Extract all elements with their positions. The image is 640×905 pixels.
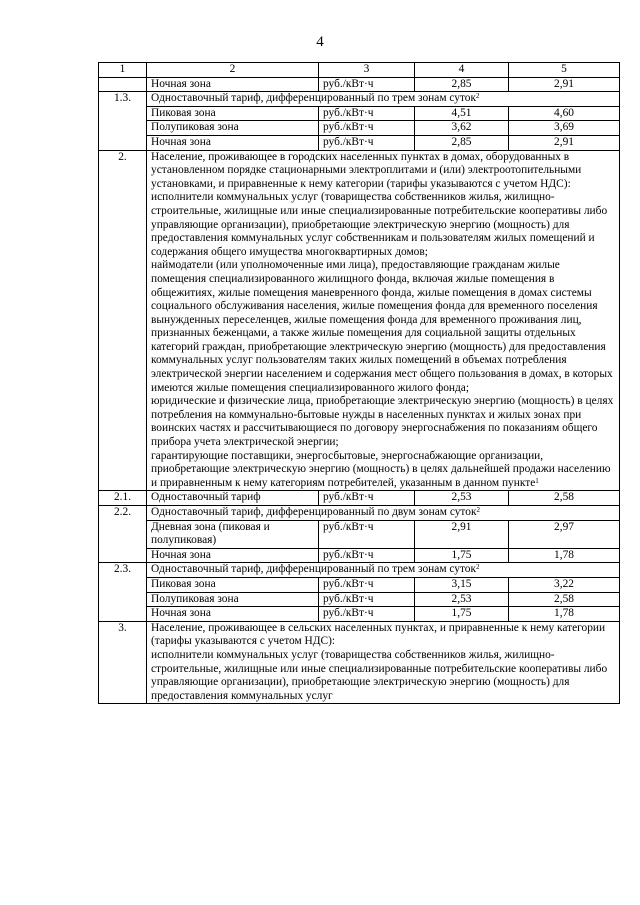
value-cell: 4,60 [509,106,620,121]
zone-name: Пиковая зона [147,577,319,592]
page-number: 4 [316,34,324,50]
value-cell: 1,75 [415,607,509,622]
section-row [99,150,620,491]
value-cell: 1,78 [509,607,620,622]
section-number: 2.3. [99,563,147,621]
section-title: Одноставочный тариф, дифференцированный по трем зонам суток$^2$ [147,92,620,107]
unit-cell: руб./кВт·ч [319,592,415,607]
section-number: 3. [99,621,147,704]
zone-name: Ночная зона [147,77,319,92]
section-title: Одноставочный тариф, дифференцированный по трем зонам суток$^2$ [147,563,620,578]
unit-cell: руб./кВт·ч [319,106,415,121]
unit-cell: руб./кВт·ч [319,607,415,622]
tariff-table [98,62,620,704]
zone-name: Ночная зона [147,135,319,150]
unit-cell: руб./кВт·ч [319,77,415,92]
value-cell: 1,75 [415,548,509,563]
value-cell: 2,58 [509,592,620,607]
value-cell: 2,58 [509,491,620,506]
table-row [99,106,620,121]
section-title: Одноставочный тариф [147,491,319,506]
unit-cell: руб./кВт·ч [319,491,415,506]
column-header: 2 [147,63,319,78]
header-row [99,63,620,78]
value-cell: 2,91 [509,135,620,150]
value-cell: 2,85 [415,77,509,92]
unit-cell: руб./кВт·ч [319,577,415,592]
section-row [99,563,620,578]
section-description: Население, проживающее в городских населенных пунктах в домах, оборудованных в установленном порядке стационарными электроплитами и (или) электроотопительными установками, и приравненные к нему категории (тарифы указываются с учетом НДС): исполнители коммунальных услуг (товарищества собственников жилья, жилищно-строительные, жилищные или иные специализированные потребительские кооперативы либо управляющие организации), приобретающие электрическую энергию (мощность) для предоставления коммунальных услуг собственникам и пользователям жилых помещений и содержания общего имущества многоквартирных домов; наймодатели (или уполномоченные ими лица), предоставляющие гражданам жилые помещения специализированного жилищного фонда, включая жилые помещения в общежитиях, жилые помещения маневренного фонда, жилые помещения в домах системы социального обслуживания населения, жилые помещения фонда для временного поселения вынужденных переселенцев, жилые помещения фонда для временного проживания лиц, признанных беженцами, а также жилые помещения для социальной защиты отдельных категорий граждан, приобретающие электрическую энергию (мощность) для предоставления коммунальных услуг пользователям таких жилых помещений в объемах потребления электрической энергии населением и содержания мест общего пользования в домах, в которых имеются жилые помещения специализированного жилого фонда; юридические и физические лица, приобретающие электрическую энергию (мощность) в целях потребления на коммунально-бытовые нужды в населенных пунктах и жилых зонах при воинских частях и рассчитывающиеся по договору энергоснабжения по показаниям общего прибора учета электрической энергии; гарантирующие поставщики, энергосбытовые, энергоснабжающие организации, приобретающие электрическую энергию (мощность) в целях дальнейшей продажи населению и приравненным к нему категориям потребителей, указанным в данном пункте$^1$ [147,150,620,491]
value-cell: 3,15 [415,577,509,592]
table-row [99,135,620,150]
section-number: 1.3. [99,92,147,150]
section-row [99,92,620,107]
table-row [99,577,620,592]
value-cell: 2,53 [415,491,509,506]
zone-name: Ночная зона [147,607,319,622]
zone-name: Дневная зона (пиковая и полупиковая) [147,520,319,548]
zone-name: Полупиковая зона [147,592,319,607]
unit-cell: руб./кВт·ч [319,520,415,548]
section-row [99,506,620,521]
value-cell: 2,85 [415,135,509,150]
section-number: 2.1. [99,491,147,506]
section-title: Одноставочный тариф, дифференцированный по двум зонам суток$^2$ [147,506,620,521]
zone-name: Ночная зона [147,548,319,563]
table-row [99,607,620,622]
zone-name: Пиковая зона [147,106,319,121]
column-header: 5 [509,63,620,78]
column-header: 4 [415,63,509,78]
table-row [99,520,620,548]
table-row [99,548,620,563]
value-cell: 2,97 [509,520,620,548]
value-cell: 2,53 [415,592,509,607]
table-row [99,121,620,136]
unit-cell: руб./кВт·ч [319,135,415,150]
table-row [99,491,620,506]
value-cell: 3,22 [509,577,620,592]
section-description: Население, проживающее в сельских населенных пунктах, и приравненные к нему категории (тарифы указываются с учетом НДС): исполнители коммунальных услуг (товарищества собственников жилья, жилищно-строительные, жилищные или иные специализированные потребительские кооперативы либо управляющие организации), приобретающие электрическую энергию (мощность) для предоставления коммунальных услуг [147,621,620,704]
column-header: 3 [319,63,415,78]
section-number: 2.2. [99,506,147,563]
table-row [99,77,620,92]
value-cell: 2,91 [415,520,509,548]
value-cell: 1,78 [509,548,620,563]
value-cell: 3,62 [415,121,509,136]
unit-cell: руб./кВт·ч [319,121,415,136]
table-row [99,592,620,607]
section-row [99,621,620,704]
value-cell: 2,91 [509,77,620,92]
zone-name: Полупиковая зона [147,121,319,136]
section-number: 2. [99,150,147,491]
value-cell: 4,51 [415,106,509,121]
column-header: 1 [99,63,147,78]
unit-cell: руб./кВт·ч [319,548,415,563]
value-cell: 3,69 [509,121,620,136]
